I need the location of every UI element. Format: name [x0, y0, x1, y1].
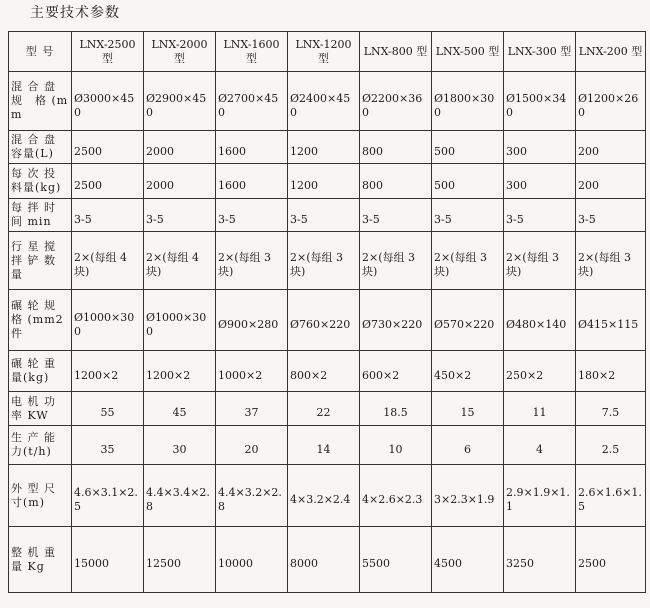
- table-row: [9, 426, 646, 465]
- table-cell: 15: [432, 392, 504, 426]
- table-cell: 3×2.3×1.9: [432, 465, 504, 527]
- table-cell: 3250: [504, 527, 576, 593]
- table-row: [9, 164, 646, 199]
- table-cell: 1200: [288, 164, 360, 199]
- table-cell: 5500: [360, 527, 432, 593]
- row-label: 生 产 能 力(t/h): [9, 426, 72, 465]
- table-cell: 1600: [216, 164, 288, 199]
- table-cell: 35: [72, 426, 144, 465]
- table-cell: 4×3.2×2.4: [288, 465, 360, 527]
- row-label: 每 拌 时 间 min: [9, 199, 72, 232]
- table-cell: 30: [144, 426, 216, 465]
- table-cell: Ø2200×360: [360, 72, 432, 131]
- row-label: 外 型 尺 寸(m): [9, 465, 72, 527]
- table-cell: Ø570×220: [432, 290, 504, 351]
- table-cell: 200: [576, 164, 646, 199]
- table-cell: 800: [360, 131, 432, 164]
- table-cell: 1600: [216, 131, 288, 164]
- header-model-7: LNX-200 型: [576, 32, 646, 72]
- table-cell: 22: [288, 392, 360, 426]
- table-cell: 10000: [216, 527, 288, 593]
- header-model-2: LNX-1600 型: [216, 32, 288, 72]
- table-cell: Ø3000×450: [72, 72, 144, 131]
- table-cell: 2000: [144, 164, 216, 199]
- table-cell: Ø760×220: [288, 290, 360, 351]
- table-cell: 15000: [72, 527, 144, 593]
- table-cell: 3-5: [288, 199, 360, 232]
- table-cell: 2×(每组 3 块): [288, 232, 360, 290]
- table-cell: 18.5: [360, 392, 432, 426]
- table-row: [9, 131, 646, 164]
- table-row: [9, 465, 646, 527]
- table-cell: 4×2.6×2.3: [360, 465, 432, 527]
- table-cell: Ø1500×340: [504, 72, 576, 131]
- table-cell: 2.6×1.6×1. 5: [576, 465, 646, 527]
- table-cell: 500: [432, 131, 504, 164]
- table-cell: Ø1200×260: [576, 72, 646, 131]
- table-cell: 3-5: [360, 199, 432, 232]
- table-cell: 45: [144, 392, 216, 426]
- table-cell: 2×(每组 3 块): [432, 232, 504, 290]
- row-label: 电 机 功 率 KW: [9, 392, 72, 426]
- table-cell: 6: [432, 426, 504, 465]
- row-label: 每 次 投 料量(kg): [9, 164, 72, 199]
- table-cell: 300: [504, 164, 576, 199]
- table-cell: 600×2: [360, 351, 432, 392]
- header-model-3: LNX-1200 型: [288, 32, 360, 72]
- table-cell: 4.4×3.4×2.8: [144, 465, 216, 527]
- table-cell: 3-5: [72, 199, 144, 232]
- table-cell: 800×2: [288, 351, 360, 392]
- table-cell: Ø1800×300: [432, 72, 504, 131]
- header-model-label: 型 号: [9, 32, 72, 72]
- header-model-0: LNX-2500 型: [72, 32, 144, 72]
- table-row: [9, 232, 646, 290]
- table-row: [9, 527, 646, 593]
- table-cell: 2000: [144, 131, 216, 164]
- header-model-1: LNX-2000 型: [144, 32, 216, 72]
- table-cell: Ø2400×450: [288, 72, 360, 131]
- table-cell: 500: [432, 164, 504, 199]
- table-cell: 2.9×1.9×1. 1: [504, 465, 576, 527]
- row-label: 混 合 盘 容量(L): [9, 131, 72, 164]
- table-row: [9, 351, 646, 392]
- table-cell: 4.4×3.2×2.8: [216, 465, 288, 527]
- table-cell: 10: [360, 426, 432, 465]
- table-cell: 1200×2: [72, 351, 144, 392]
- table-cell: Ø2900×450: [144, 72, 216, 131]
- table-cell: 2500: [576, 527, 646, 593]
- table-cell: 2×(每组 3 块): [360, 232, 432, 290]
- table-cell: 8000: [288, 527, 360, 593]
- table-cell: 1000×2: [216, 351, 288, 392]
- table-cell: 450×2: [432, 351, 504, 392]
- table-cell: 2500: [72, 164, 144, 199]
- table-cell: 200: [576, 131, 646, 164]
- row-label: 整 机 重 量 Kg: [9, 527, 72, 593]
- table-cell: 14: [288, 426, 360, 465]
- header-row: [9, 32, 646, 72]
- table-cell: 55: [72, 392, 144, 426]
- header-model-5: LNX-500 型: [432, 32, 504, 72]
- table-cell: 2×(每组 3 块): [576, 232, 646, 290]
- table-cell: 3-5: [504, 199, 576, 232]
- table-cell: 4500: [432, 527, 504, 593]
- table-cell: 2×(每组 4 块): [72, 232, 144, 290]
- table-cell: 800: [360, 164, 432, 199]
- table-row: [9, 199, 646, 232]
- table-cell: 2×(每组 4 块): [144, 232, 216, 290]
- table-cell: 12500: [144, 527, 216, 593]
- table-cell: Ø415×115: [576, 290, 646, 351]
- table-cell: 37: [216, 392, 288, 426]
- table-cell: Ø730×220: [360, 290, 432, 351]
- table-cell: 1200×2: [144, 351, 216, 392]
- table-row: [9, 392, 646, 426]
- table-cell: 180×2: [576, 351, 646, 392]
- table-cell: Ø900×280: [216, 290, 288, 351]
- row-label: 碾 轮 规 格 (mm2 件: [9, 290, 72, 351]
- table-cell: 3-5: [576, 199, 646, 232]
- table-cell: 1200: [288, 131, 360, 164]
- row-label: 行 星 搅 拌 铲 数 量: [9, 232, 72, 290]
- page-title: 主要技术参数: [30, 5, 120, 21]
- row-label: 碾 轮 重 量(kg): [9, 351, 72, 392]
- table-cell: 2500: [72, 131, 144, 164]
- table-cell: 250×2: [504, 351, 576, 392]
- table-cell: 2×(每组 3 块): [216, 232, 288, 290]
- table-cell: Ø2700×450: [216, 72, 288, 131]
- table-cell: 7.5: [576, 392, 646, 426]
- table-cell: Ø1000×300: [72, 290, 144, 351]
- table-cell: 300: [504, 131, 576, 164]
- table-cell: 3-5: [216, 199, 288, 232]
- table-cell: 11: [504, 392, 576, 426]
- tech-params-table: [8, 31, 646, 593]
- table-cell: 4: [504, 426, 576, 465]
- table-cell: 4.6×3.1×2.5: [72, 465, 144, 527]
- table-cell: Ø480×140: [504, 290, 576, 351]
- table-cell: 2.5: [576, 426, 646, 465]
- row-label: 混 合 盘 规 格 (mm: [9, 72, 72, 131]
- table-cell: 3-5: [144, 199, 216, 232]
- table-row: [9, 72, 646, 131]
- header-model-6: LNX-300 型: [504, 32, 576, 72]
- table-cell: 20: [216, 426, 288, 465]
- table-row: [9, 290, 646, 351]
- header-model-4: LNX-800 型: [360, 32, 432, 72]
- table-cell: 3-5: [432, 199, 504, 232]
- table-cell: Ø1000×300: [144, 290, 216, 351]
- table-cell: 2×(每组 3 块): [504, 232, 576, 290]
